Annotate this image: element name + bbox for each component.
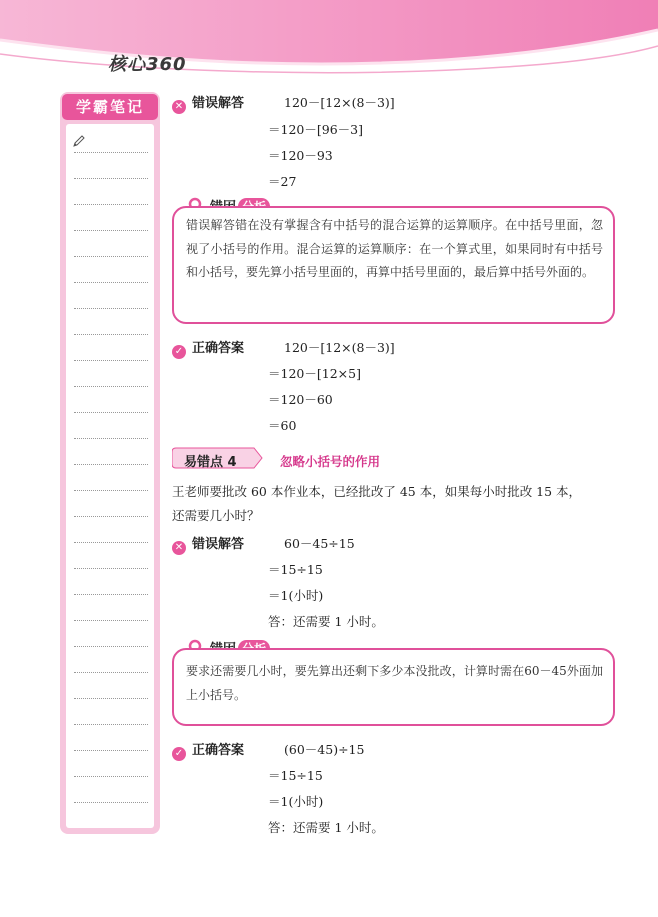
wrong-step-3: ＝27 <box>268 174 297 189</box>
cross-icon: ✕ <box>172 541 186 555</box>
error-point-badge <box>172 444 264 472</box>
note-line <box>74 776 148 777</box>
point-title: 忽略小括号的作用 <box>280 454 381 469</box>
check-icon: ✓ <box>172 345 186 359</box>
correct-step-2: ＝120－60 <box>268 392 333 407</box>
question-line-1: 王老师要批改 60 本作业本，已经批改了 45 本，如果每小时批改 15 本， <box>172 484 582 499</box>
analysis-text-2: 要求还需要几小时，要先算出还剩下多少本没批改，计算时需在60－45外面加上小括号。 <box>186 664 603 702</box>
notes-sidebar <box>60 92 160 834</box>
note-line <box>74 334 148 335</box>
correct-answer-label-1 <box>172 337 244 359</box>
wrong-answer-label-1 <box>172 92 244 114</box>
wrong-expression-2: 60－45÷15 <box>284 536 355 551</box>
note-line <box>74 646 148 647</box>
wrong-step-2-2: ＝1(小时) <box>268 588 324 603</box>
correct-step-1: ＝120－[12×5] <box>268 366 361 381</box>
correct-label-text: 正确答案 <box>192 341 245 356</box>
wrong-label-text: 错误解答 <box>192 96 245 111</box>
note-line <box>74 542 148 543</box>
note-line <box>74 412 148 413</box>
note-line <box>74 672 148 673</box>
notes-paper <box>66 124 154 828</box>
note-line <box>74 204 148 205</box>
correct-step-3: ＝60 <box>268 418 297 433</box>
note-line <box>74 178 148 179</box>
note-line <box>74 516 148 517</box>
note-line <box>74 724 148 725</box>
main-content <box>172 0 632 917</box>
wrong-step-2: ＝120－93 <box>268 148 333 163</box>
wrong-expression-1: 120－[12×(8－3)] <box>284 95 395 110</box>
note-line <box>74 386 148 387</box>
brand-logo: 核心360 <box>108 54 187 75</box>
analysis-box-2 <box>172 648 615 726</box>
wrong-answer-label-2 <box>172 533 244 555</box>
note-line <box>74 308 148 309</box>
wrong-label-text: 错误解答 <box>192 537 245 552</box>
wrong-step-1: ＝120－[96－3] <box>268 122 363 137</box>
pencil-icon <box>72 134 86 148</box>
correct-label-text: 正确答案 <box>192 743 245 758</box>
question-line-2: 还需要几小时？ <box>172 508 260 523</box>
wrong-step-2-3: 答：还需要 1 小时。 <box>268 614 384 629</box>
correct-step-2-3: 答：还需要 1 小时。 <box>268 820 384 835</box>
correct-step-2-1: ＝15÷15 <box>268 768 323 783</box>
wrong-step-2-1: ＝15÷15 <box>268 562 323 577</box>
analysis-box-1 <box>172 206 615 324</box>
note-line <box>74 152 148 153</box>
cross-icon: ✕ <box>172 100 186 114</box>
correct-expression-2: (60－45)÷15 <box>284 742 365 757</box>
note-line <box>74 360 148 361</box>
note-line <box>74 490 148 491</box>
note-line <box>74 464 148 465</box>
note-line <box>74 620 148 621</box>
note-line <box>74 802 148 803</box>
note-line <box>74 282 148 283</box>
check-icon: ✓ <box>172 747 186 761</box>
note-line <box>74 750 148 751</box>
note-line <box>74 230 148 231</box>
correct-step-2-2: ＝1(小时) <box>268 794 324 809</box>
note-line <box>74 698 148 699</box>
note-line <box>74 438 148 439</box>
note-line <box>74 256 148 257</box>
correct-expression-1: 120－[12×(8－3)] <box>284 340 395 355</box>
correct-answer-label-2 <box>172 739 244 761</box>
point-badge-text: 易错点 4 <box>184 455 237 470</box>
note-line <box>74 568 148 569</box>
note-line <box>74 594 148 595</box>
sidebar-title: 学霸笔记 <box>62 94 158 120</box>
analysis-text-1: 错误解答错在没有掌握含有中括号的混合运算的运算顺序。在中括号里面，忽视了小括号的作用。混合运算的运算顺序：在一个算式里，如果同时有中括号和小括号，要先算小括号里面的，再算中括号里面的，最后算中括号外面的。 <box>186 218 603 279</box>
